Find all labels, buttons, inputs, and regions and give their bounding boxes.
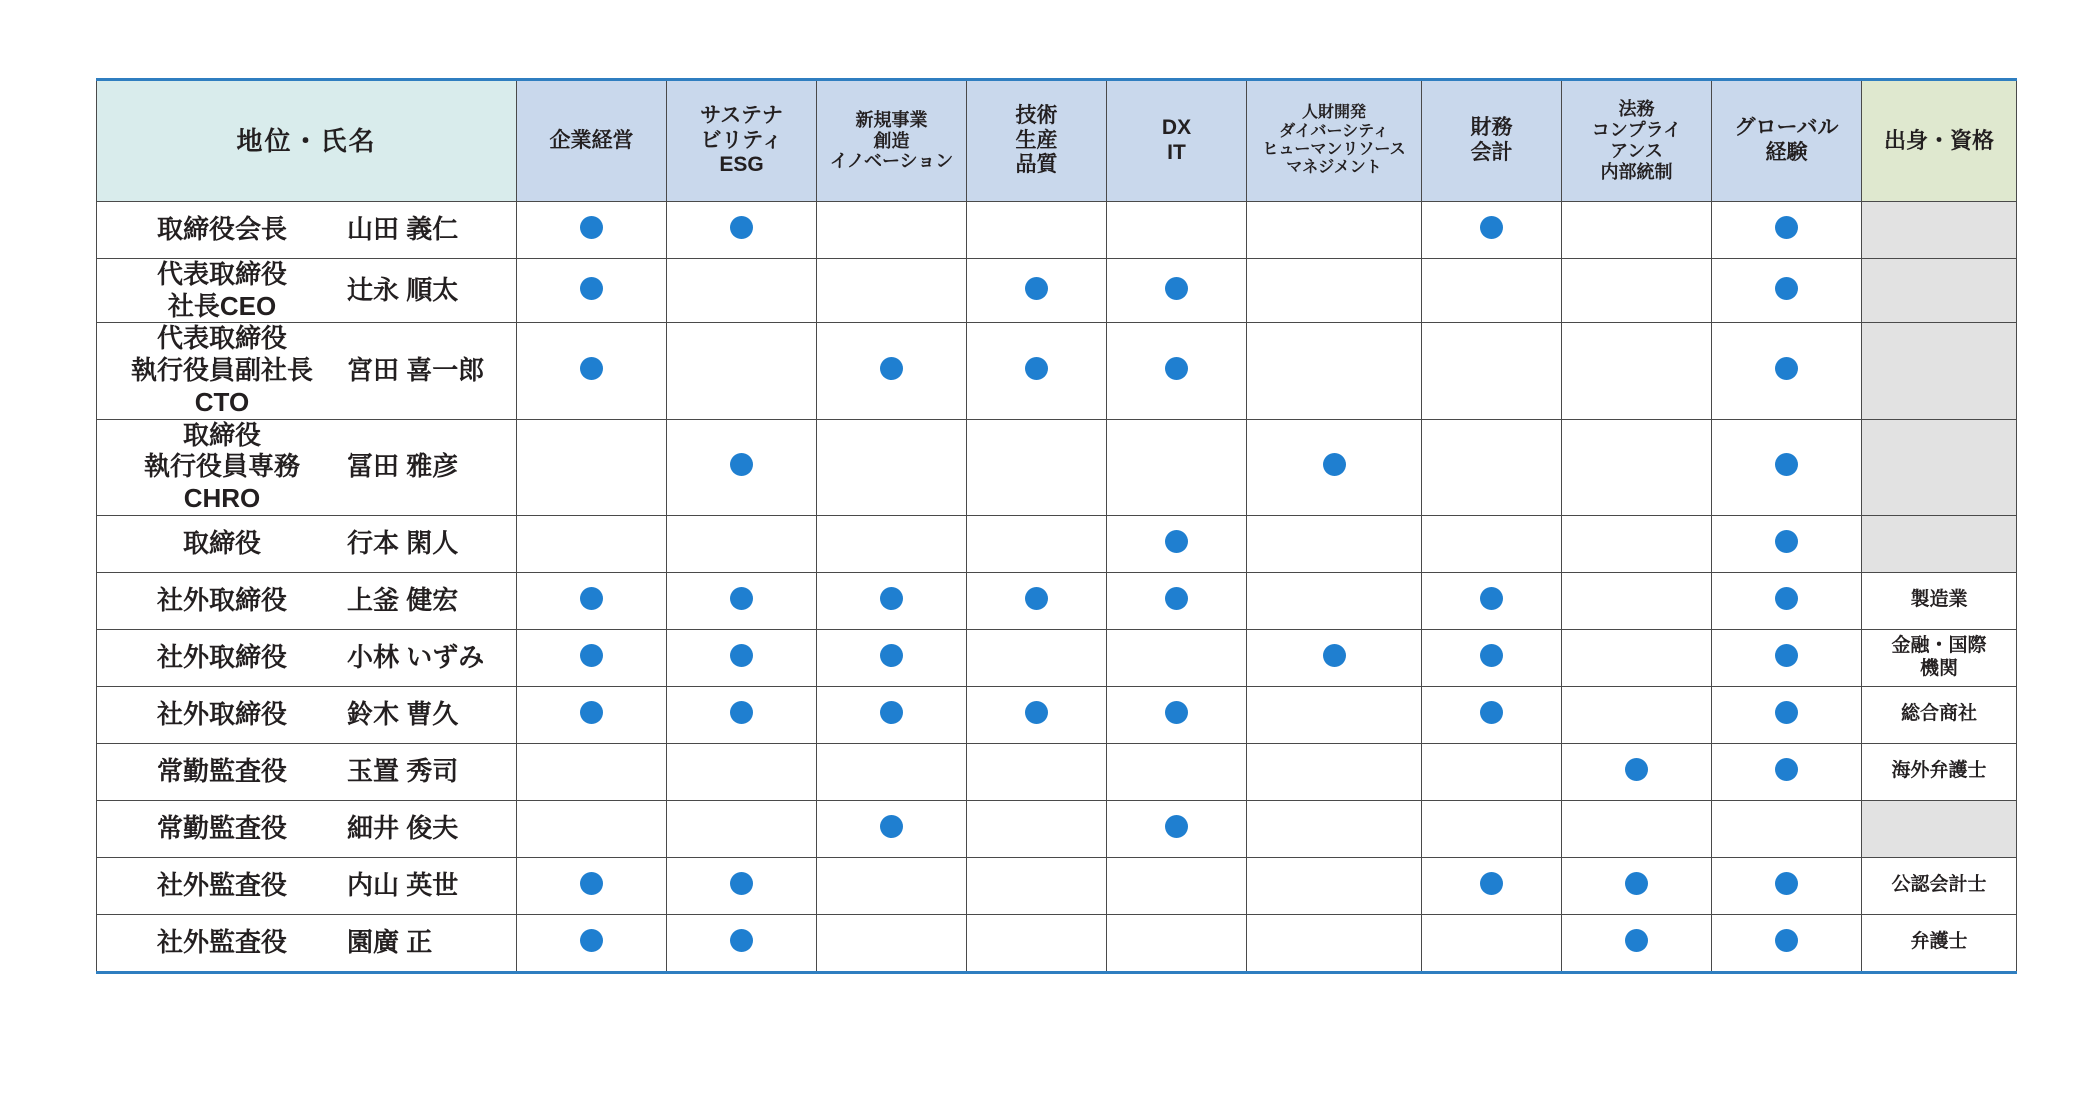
skill-cell-legal [1562,629,1712,686]
skill-cell-mgmt [517,419,667,515]
skill-dot-icon [1165,701,1188,724]
header-line: DX [1161,116,1192,140]
skill-cell-finance [1422,743,1562,800]
skill-dot-icon [1165,815,1188,838]
table-row [97,629,2017,686]
person-inner [97,323,516,418]
person-title [97,214,347,246]
person-inner [97,528,516,560]
skill-dot-icon [1165,530,1188,553]
origin-line: 弁護士 [1910,931,1968,953]
person-cell [97,202,517,259]
person-inner [97,585,516,617]
origin-line: 機関 [1919,657,1958,679]
skill-cell-legal [1562,515,1712,572]
header-cell-legal [1562,80,1712,202]
skill-cell-esg [667,323,817,419]
skill-dot-icon [730,872,753,895]
skill-cell-newbiz [817,743,967,800]
person-title-line: 社外取締役 [156,698,287,729]
skill-cell-hr [1247,515,1422,572]
person-name: 内山 英世 [347,869,459,900]
skill-cell-global [1712,857,1862,914]
person-title [97,259,347,322]
header-line: 地位・氏名 [236,125,377,156]
skill-dot-icon [1775,701,1798,724]
origin-line: 金融・国際 [1891,634,1987,656]
skill-cell-esg [667,572,817,629]
person-inner [97,927,516,959]
origin-line: 公認会計士 [1891,874,1987,896]
skill-dot-icon [1323,644,1346,667]
skill-cell-hr [1247,686,1422,743]
skill-cell-esg [667,202,817,259]
skill-cell-finance [1422,202,1562,259]
skill-cell-dx [1107,743,1247,800]
skill-cell-hr [1247,629,1422,686]
skill-cell-tech [967,419,1107,515]
skill-cell-mgmt [517,259,667,323]
skill-cell-legal [1562,800,1712,857]
skill-cell-legal [1562,914,1712,972]
person-name: 細井 俊夫 [347,812,459,843]
skill-matrix-container [96,78,1994,974]
skill-cell-dx [1107,515,1247,572]
skill-cell-esg [667,419,817,515]
person-title-line: 代表取締役 [156,323,287,354]
skill-dot-icon [1323,453,1346,476]
table-body [97,202,2017,973]
skill-cell-hr [1247,857,1422,914]
origin-cell [1862,629,2017,686]
header-cell-esg [667,80,817,202]
skill-cell-tech [967,914,1107,972]
header-line: 企業経営 [549,128,634,152]
person-inner [97,699,516,731]
person-title-line: 代表取締役 [156,259,287,289]
person-title-line: 社外監査役 [156,926,287,957]
skill-cell-dx [1107,419,1247,515]
skill-cell-global [1712,259,1862,323]
skill-cell-global [1712,419,1862,515]
skill-cell-hr [1247,202,1422,259]
person-cell [97,686,517,743]
skill-dot-icon [1775,357,1798,380]
table-row [97,572,2017,629]
skill-cell-finance [1422,259,1562,323]
person-title [97,323,347,418]
skill-cell-mgmt [517,800,667,857]
skill-cell-esg [667,515,817,572]
skill-cell-finance [1422,323,1562,419]
skill-cell-hr [1247,259,1422,323]
table-row [97,743,2017,800]
origin-cell [1862,515,2017,572]
skill-cell-legal [1562,572,1712,629]
person-title-line: 社外監査役 [156,869,287,900]
skill-cell-hr [1247,323,1422,419]
skill-cell-mgmt [517,743,667,800]
person-name: 小林 いずみ [347,641,485,672]
skill-cell-mgmt [517,914,667,972]
skill-dot-icon [580,644,603,667]
person-title-line: 社外取締役 [156,584,287,615]
skill-cell-newbiz [817,572,967,629]
person-cell [97,259,517,323]
skill-dot-icon [580,216,603,239]
person-name: 辻永 順太 [347,274,459,305]
skill-cell-esg [667,629,817,686]
person-title-line: 社長CEO [167,290,277,321]
person-title-line: 常勤監査役 [156,812,287,843]
origin-cell [1862,202,2017,259]
header-line: 法務 [1618,99,1655,120]
skill-dot-icon [880,357,903,380]
header-line: マネジメント [1286,159,1382,177]
person-name: 鈴木 曹久 [347,698,459,729]
table-header [97,80,2017,202]
skill-dot-icon [730,216,753,239]
person-cell [97,629,517,686]
skill-cell-newbiz [817,323,967,419]
skill-cell-newbiz [817,259,967,323]
skill-cell-dx [1107,572,1247,629]
skill-cell-tech [967,686,1107,743]
skill-dot-icon [880,644,903,667]
skill-cell-dx [1107,857,1247,914]
skill-cell-hr [1247,914,1422,972]
person-title [97,699,347,731]
skill-cell-dx [1107,914,1247,972]
skill-dot-icon [1625,929,1648,952]
skill-dot-icon [1025,701,1048,724]
skill-cell-finance [1422,629,1562,686]
skill-cell-tech [967,202,1107,259]
skill-dot-icon [880,701,903,724]
skill-cell-newbiz [817,857,967,914]
skill-cell-newbiz [817,686,967,743]
header-cell-tech [967,80,1107,202]
header-line: ダイバーシティ [1279,122,1389,140]
origin-cell [1862,419,2017,515]
header-line: 生産 [1015,128,1058,152]
person-cell [97,419,517,515]
header-line: サステナ [700,103,783,127]
header-row [97,80,2017,202]
skill-cell-dx [1107,686,1247,743]
origin-cell [1862,323,2017,419]
skill-dot-icon [580,587,603,610]
person-cell [97,572,517,629]
table-row [97,323,2017,419]
skill-cell-global [1712,686,1862,743]
person-title [97,420,347,515]
header-line: ビリティ [700,128,783,152]
skill-cell-newbiz [817,629,967,686]
person-name: 行本 閑人 [347,527,459,558]
header-line: IT [1167,141,1186,164]
header-cell-finance [1422,80,1562,202]
header-cell-name [97,80,517,202]
skill-dot-icon [1025,587,1048,610]
person-title [97,642,347,674]
header-line: 内部統制 [1600,161,1673,182]
skill-cell-tech [967,515,1107,572]
header-line: 技術 [1015,103,1058,127]
skill-dot-icon [1775,758,1798,781]
skill-cell-global [1712,202,1862,259]
origin-line: 製造業 [1910,589,1968,611]
header-line: 創造 [873,130,910,151]
skill-dot-icon [1625,872,1648,895]
header-line: ESG [719,153,764,177]
skill-cell-newbiz [817,202,967,259]
skill-dot-icon [730,644,753,667]
skill-dot-icon [1165,357,1188,380]
skill-cell-finance [1422,572,1562,629]
header-line: 経験 [1765,141,1808,164]
skill-dot-icon [1480,587,1503,610]
origin-cell [1862,800,2017,857]
header-line: 出身・資格 [1883,128,1994,154]
skill-dot-icon [1480,872,1503,895]
origin-line: 総合商社 [1900,703,1977,725]
person-cell [97,323,517,419]
skill-cell-finance [1422,857,1562,914]
skill-cell-dx [1107,629,1247,686]
skill-cell-legal [1562,419,1712,515]
person-title-line: 常勤監査役 [156,755,287,786]
skill-cell-esg [667,686,817,743]
header-cell-dx [1107,80,1247,202]
skill-cell-legal [1562,323,1712,419]
header-line: 品質 [1015,153,1058,177]
skill-dot-icon [580,357,603,380]
person-name: 園廣 正 [347,926,433,957]
person-name: 上釜 健宏 [347,584,459,615]
skill-dot-icon [1775,530,1798,553]
skill-dot-icon [1775,216,1798,239]
skill-dot-icon [1775,644,1798,667]
skill-cell-global [1712,629,1862,686]
skill-cell-hr [1247,743,1422,800]
origin-cell [1862,259,2017,323]
skill-cell-esg [667,259,817,323]
skill-dot-icon [1775,587,1798,610]
skill-dot-icon [1775,929,1798,952]
person-inner [97,214,516,246]
person-title [97,927,347,959]
header-line: 新規事業 [855,109,928,130]
table-row [97,259,2017,323]
skill-cell-newbiz [817,515,967,572]
skill-cell-legal [1562,202,1712,259]
skill-cell-global [1712,800,1862,857]
person-cell [97,857,517,914]
person-title-line: CHRO [183,483,261,514]
header-cell-global [1712,80,1862,202]
person-cell [97,515,517,572]
skill-dot-icon [880,815,903,838]
person-title [97,528,347,560]
skill-matrix-table [96,78,2017,974]
skill-cell-newbiz [817,914,967,972]
person-cell [97,743,517,800]
skill-dot-icon [580,929,603,952]
skill-cell-hr [1247,572,1422,629]
person-name: 玉置 秀司 [347,755,459,786]
person-cell [97,914,517,972]
origin-cell [1862,914,2017,972]
table-row [97,686,2017,743]
skill-cell-legal [1562,743,1712,800]
skill-cell-dx [1107,800,1247,857]
skill-dot-icon [1025,357,1048,380]
header-line: 会計 [1470,141,1513,164]
header-line: 財務 [1470,116,1513,140]
person-title [97,813,347,845]
skill-cell-tech [967,743,1107,800]
person-title [97,585,347,617]
skill-dot-icon [1165,587,1188,610]
origin-cell [1862,743,2017,800]
skill-dot-icon [1625,758,1648,781]
table-row [97,419,2017,515]
person-inner [97,420,516,515]
header-cell-hr [1247,80,1422,202]
skill-cell-finance [1422,800,1562,857]
header-line: アンス [1610,141,1663,161]
skill-cell-finance [1422,419,1562,515]
person-title-line: 社外取締役 [156,641,287,672]
skill-cell-dx [1107,323,1247,419]
person-cell [97,800,517,857]
person-title [97,870,347,902]
person-title-line: 執行役員副社長 [130,355,313,386]
skill-dot-icon [880,587,903,610]
skill-cell-mgmt [517,686,667,743]
skill-dot-icon [730,453,753,476]
origin-cell [1862,686,2017,743]
skill-cell-dx [1107,259,1247,323]
skill-cell-legal [1562,259,1712,323]
person-name: 宮田 喜一郎 [347,355,485,386]
skill-cell-mgmt [517,202,667,259]
origin-cell [1862,572,2017,629]
skill-dot-icon [1775,277,1798,300]
skill-cell-hr [1247,419,1422,515]
skill-cell-tech [967,629,1107,686]
person-inner [97,259,516,322]
skill-dot-icon [580,701,603,724]
skill-cell-mgmt [517,629,667,686]
skill-dot-icon [1480,644,1503,667]
person-name: 山田 義仁 [347,214,459,245]
origin-cell [1862,857,2017,914]
header-line: コンプライ [1591,120,1682,141]
person-title [97,756,347,788]
person-title-line: 取締役 [182,419,261,450]
skill-dot-icon [1480,701,1503,724]
skill-dot-icon [730,701,753,724]
skill-cell-esg [667,743,817,800]
header-line: イノベーション [829,151,954,172]
header-cell-newbiz [817,80,967,202]
person-title-line: CTO [194,386,250,417]
skill-cell-newbiz [817,800,967,857]
origin-line: 海外弁護士 [1891,760,1987,782]
person-inner [97,642,516,674]
skill-cell-esg [667,800,817,857]
skill-dot-icon [1025,277,1048,300]
table-row [97,857,2017,914]
skill-cell-mgmt [517,323,667,419]
table-row [97,914,2017,972]
skill-cell-global [1712,743,1862,800]
skill-dot-icon [1775,453,1798,476]
skill-cell-hr [1247,800,1422,857]
person-title-line: 取締役会長 [156,214,287,245]
skill-cell-legal [1562,686,1712,743]
skill-cell-mgmt [517,572,667,629]
skill-cell-finance [1422,914,1562,972]
skill-cell-global [1712,572,1862,629]
skill-cell-tech [967,259,1107,323]
skill-cell-global [1712,323,1862,419]
skill-cell-dx [1107,202,1247,259]
skill-dot-icon [1165,277,1188,300]
skill-cell-newbiz [817,419,967,515]
table-row [97,800,2017,857]
header-line: ヒューマンリソース [1262,141,1406,158]
skill-dot-icon [1775,872,1798,895]
skill-cell-global [1712,515,1862,572]
skill-cell-finance [1422,686,1562,743]
person-name: 冨田 雅彦 [347,451,459,482]
skill-dot-icon [1480,216,1503,239]
skill-cell-esg [667,914,817,972]
skill-cell-esg [667,857,817,914]
person-inner [97,813,516,845]
skill-dot-icon [730,587,753,610]
skill-dot-icon [580,872,603,895]
header-line: 人財開発 [1301,104,1366,122]
skill-cell-tech [967,800,1107,857]
person-inner [97,756,516,788]
skill-cell-finance [1422,515,1562,572]
skill-cell-tech [967,572,1107,629]
skill-cell-legal [1562,857,1712,914]
skill-cell-mgmt [517,515,667,572]
skill-cell-mgmt [517,857,667,914]
person-inner [97,870,516,902]
header-cell-origin [1862,80,2017,202]
table-row [97,515,2017,572]
skill-dot-icon [580,277,603,300]
skill-cell-global [1712,914,1862,972]
header-cell-mgmt [517,80,667,202]
skill-cell-tech [967,323,1107,419]
header-line: グローバル [1734,116,1839,140]
person-title-line: 執行役員専務 [143,451,300,482]
skill-cell-tech [967,857,1107,914]
table-row [97,202,2017,259]
skill-dot-icon [730,929,753,952]
person-title-line: 取締役 [182,527,261,558]
